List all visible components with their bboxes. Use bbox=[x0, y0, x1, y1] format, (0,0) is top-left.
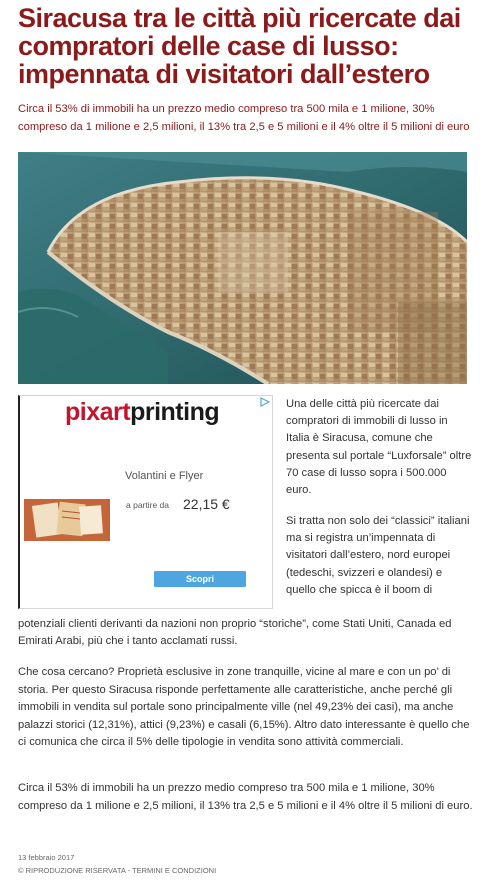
aerial-city-photo-icon bbox=[18, 152, 467, 384]
flyer-thumbnail-icon[interactable] bbox=[24, 499, 110, 541]
ad-brand-part2: printing bbox=[130, 398, 220, 426]
article-paragraph-2-end: potenziali clienti derivanti da nazioni non proprio “storiche”, come Stati Uniti, Canada ed Emirati Arabi, più che i tanto acclamati russi. bbox=[18, 618, 452, 648]
adchoices-triangle-icon[interactable] bbox=[260, 397, 270, 407]
copyright-footer[interactable]: © RIPRODUZIONE RISERVATA - TERMINI E CONDIZIONI bbox=[18, 866, 217, 875]
article-headline: Siracusa tra le città più ricercate dai compratori delle case di lusso: impennata di visitatori dall’estero bbox=[18, 3, 461, 89]
article-paragraph-4: Circa il 53% di immobili ha un prezzo medio compreso tra 500 mila e 1 milione, 30% compreso da 1 milione e 2,5 milioni, il 13% tra 2,5 e 5 milioni e il 4% oltre il 5 milioni di euro. bbox=[18, 782, 473, 812]
ad-cta-button[interactable]: Scopri bbox=[154, 571, 246, 587]
ad-price-prefix: a partire da bbox=[126, 500, 169, 510]
ad-brand-logo[interactable] bbox=[65, 398, 219, 427]
advertisement-box[interactable] bbox=[18, 395, 273, 609]
article-paragraph-3: Che cosa cercano? Proprietà esclusive in zone tranquille, vicine al mare e con un po’ di storia. Per questo Siracusa risponde perfettamente alle caratteristiche, anche perché gli immobili in vendita sul portale sono principalmente ville (nel 49,23% dei casi), ma anche palazzi storici (12,31%), attici (9,23%) e casali (6,15%). Altro dato interessante è quello che ci comunica che circa il 5% delle tipologie in vendita sono attività commerciali. bbox=[18, 666, 470, 749]
article-paragraph-1: Una delle città più ricercate dai compratori di immobili di lusso in Italia è Siracusa, comune che presenta sul portale “Luxforsale” oltre 70 case di lusso sopra i 500.000 euro. bbox=[286, 398, 472, 497]
ad-product-name: Volantini e Flyer bbox=[125, 470, 204, 482]
article-paragraph-2-start: Si tratta non solo dei “classici” italiani ma si registra un’impennata di visitatori dall’estero, nord europei (tedeschi, svizzeri e olandesi) e quello che spicca è il boom di bbox=[286, 515, 470, 596]
ad-brand-part1: pixart bbox=[65, 398, 131, 426]
article-subtitle: Circa il 53% di immobili ha un prezzo medio compreso tra 500 mila e 1 milione, 30% compreso da 1 milione e 2,5 milioni, il 13% tra 2,5 e 5 milioni e il 4% oltre il 5 milioni di euro bbox=[18, 103, 470, 133]
ad-price: 22,15 € bbox=[183, 496, 230, 512]
publish-date: 13 febbraio 2017 bbox=[18, 853, 75, 862]
hero-image bbox=[18, 152, 467, 384]
